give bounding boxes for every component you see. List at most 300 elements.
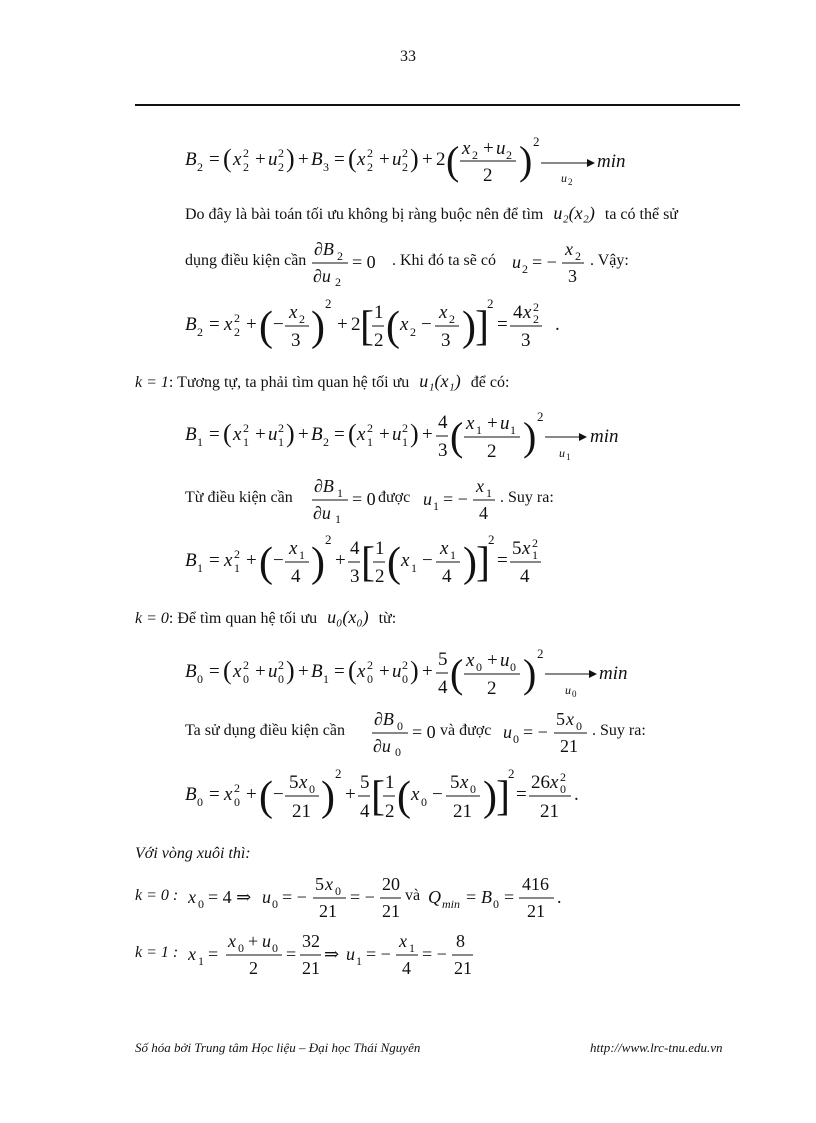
svg-text:x: x [550, 772, 559, 793]
svg-text:4: 4 [479, 503, 488, 523]
svg-text:∂B: ∂B [314, 476, 334, 496]
svg-text:2: 2 [351, 314, 361, 335]
svg-text:+: + [255, 424, 266, 445]
svg-text:4: 4 [350, 538, 360, 559]
svg-text:−: − [422, 550, 433, 571]
svg-text:2: 2 [337, 249, 343, 263]
svg-text:u: u [503, 722, 512, 742]
svg-text:1: 1 [367, 435, 373, 449]
kf1-label: k = 1 : [135, 944, 179, 961]
p6-b: và được [440, 722, 492, 739]
svg-text:1: 1 [402, 435, 408, 449]
svg-text:2: 2 [488, 532, 495, 547]
svg-text:+: + [422, 424, 433, 445]
svg-text:2: 2 [278, 421, 284, 435]
svg-text:u: u [423, 489, 432, 509]
svg-text:21: 21 [302, 958, 320, 978]
svg-text:=: = [334, 661, 345, 682]
svg-text:x: x [233, 661, 242, 682]
svg-text:0: 0 [367, 672, 373, 686]
svg-text:3: 3 [521, 330, 531, 351]
svg-text:0: 0 [197, 672, 203, 686]
svg-text:20: 20 [382, 874, 400, 894]
svg-text:x: x [466, 413, 475, 434]
svg-text:+: + [379, 149, 390, 170]
svg-text:B: B [185, 424, 197, 445]
svg-text:0: 0 [513, 732, 519, 746]
k1-tail: để có: [470, 374, 510, 391]
svg-text:[: [ [361, 540, 375, 586]
svg-text:−: − [273, 550, 284, 571]
svg-text:0: 0 [402, 672, 408, 686]
p4-b: được [378, 489, 411, 506]
svg-text:u: u [496, 138, 506, 159]
kf0-and: và [405, 887, 421, 904]
svg-text:4: 4 [291, 566, 301, 587]
k0-line [135, 607, 396, 628]
svg-text:): ) [410, 656, 419, 685]
svg-text:0: 0 [272, 941, 278, 955]
svg-text:2: 2 [449, 312, 455, 326]
svg-text:.: . [555, 314, 560, 335]
svg-text:0: 0 [335, 884, 341, 898]
svg-text:+: + [246, 314, 257, 335]
svg-text:2: 2 [560, 770, 566, 784]
svg-text:u: u [346, 944, 355, 964]
svg-text:2: 2 [402, 658, 408, 672]
svg-text:u: u [268, 149, 278, 170]
svg-text:(: ( [259, 774, 273, 820]
svg-text:B: B [185, 149, 197, 170]
svg-text:2: 2 [243, 146, 249, 160]
svg-text:0: 0 [576, 719, 582, 733]
svg-text:∂B: ∂B [314, 239, 334, 259]
svg-text:2: 2 [325, 296, 332, 311]
svg-text:26: 26 [531, 772, 550, 793]
svg-text:+: + [255, 661, 266, 682]
svg-text:): ) [483, 774, 497, 820]
svg-text:2: 2 [375, 566, 385, 587]
svg-text:0: 0 [395, 745, 401, 758]
svg-text:∂u: ∂u [373, 736, 391, 756]
svg-text:1: 1 [385, 772, 395, 793]
p2-partial-b2 [310, 236, 390, 288]
svg-text:0: 0 [560, 782, 566, 796]
kf0-label: k = 0 : [135, 887, 179, 904]
svg-text:.: . [574, 784, 579, 805]
svg-text:x: x [233, 149, 242, 170]
svg-text:u: u [500, 650, 510, 671]
svg-text:1: 1 [197, 561, 203, 575]
svg-text:2: 2 [325, 532, 332, 547]
svg-text:= 0: = 0 [352, 489, 376, 509]
svg-text:=: = [497, 550, 508, 571]
svg-text:.: . [557, 887, 562, 907]
svg-text:(: ( [223, 656, 232, 685]
svg-text:2: 2 [483, 165, 493, 186]
page-number: 33 [400, 48, 416, 65]
svg-text:+: + [422, 661, 433, 682]
svg-text:∂B: ∂B [374, 709, 394, 729]
svg-text:(: ( [259, 304, 273, 350]
svg-text:+: + [298, 424, 309, 445]
svg-text:0: 0 [493, 897, 499, 911]
svg-text:1: 1 [411, 561, 417, 575]
svg-text:0: 0 [234, 795, 240, 809]
svg-text:=: = [209, 424, 220, 445]
svg-text:min: min [442, 897, 460, 911]
svg-text:21: 21 [319, 901, 337, 921]
svg-text:(: ( [450, 651, 464, 696]
svg-text:0: 0 [470, 782, 476, 796]
svg-text:x: x [565, 239, 573, 259]
k1-line [135, 371, 509, 392]
svg-text:21: 21 [453, 801, 472, 822]
svg-text:x: x [357, 149, 366, 170]
svg-text:+: + [337, 314, 348, 335]
svg-text:1: 1 [375, 538, 385, 559]
svg-text:2: 2 [533, 312, 539, 326]
svg-text:1: 1 [299, 548, 305, 562]
svg-text:x: x [411, 784, 420, 805]
p2-u2-solution [512, 236, 592, 288]
svg-text:1: 1 [335, 512, 341, 525]
svg-text:2: 2 [533, 134, 540, 149]
svg-text:2: 2 [537, 646, 544, 661]
svg-text:= −: = − [350, 887, 375, 907]
kf0-qmin [428, 871, 568, 923]
svg-text:x: x [325, 874, 333, 894]
svg-text:(: ( [259, 540, 273, 586]
svg-text:1: 1 [409, 941, 415, 955]
svg-text:1: 1 [323, 672, 329, 686]
svg-text:): ) [523, 414, 537, 459]
svg-text:= −: = − [523, 722, 548, 742]
svg-text:x: x [439, 302, 448, 323]
svg-text:−: − [432, 784, 443, 805]
svg-text:1: 1 [510, 423, 516, 437]
svg-text:): ) [463, 540, 477, 586]
svg-text:0: 0 [272, 897, 278, 911]
svg-text:): ) [410, 144, 419, 173]
svg-text:2: 2 [522, 262, 528, 276]
svg-text:): ) [410, 419, 419, 448]
svg-text:+: + [487, 413, 498, 434]
svg-text:u: u [268, 661, 278, 682]
p1-tail: ta có thể sử [604, 206, 678, 223]
svg-text:x: x [224, 314, 233, 335]
svg-text:=: = [209, 784, 220, 805]
svg-text:+: + [246, 784, 257, 805]
svg-text:2: 2 [568, 177, 573, 187]
svg-text:2: 2 [385, 801, 395, 822]
svg-text:x: x [401, 550, 410, 571]
svg-text:1: 1 [197, 435, 203, 449]
svg-text:0: 0 [278, 672, 284, 686]
svg-text:B: B [311, 661, 323, 682]
svg-text:=: = [504, 887, 515, 907]
p2-a: dụng điều kiện cần [185, 252, 307, 269]
svg-text:+: + [379, 424, 390, 445]
svg-text:u: u [392, 149, 402, 170]
svg-text:=: = [209, 149, 220, 170]
svg-text:): ) [286, 656, 295, 685]
svg-text:B: B [185, 661, 197, 682]
svg-text:1: 1 [566, 452, 571, 462]
svg-text:21: 21 [382, 901, 400, 921]
svg-text:2: 2 [323, 435, 329, 449]
p1-math: u₂(x₂) [553, 203, 595, 223]
svg-text:=: = [516, 784, 527, 805]
svg-text:21: 21 [454, 958, 472, 978]
svg-text:416: 416 [522, 874, 549, 894]
svg-text:): ) [311, 304, 325, 350]
svg-text:B: B [311, 424, 323, 445]
svg-text:x: x [224, 550, 233, 571]
k1-math: u₁(x₁) [419, 371, 461, 391]
svg-text:=: = [209, 661, 220, 682]
svg-text:1: 1 [374, 302, 384, 323]
svg-text:+: + [298, 149, 309, 170]
svg-text:x: x [289, 302, 298, 323]
svg-text:1: 1 [433, 499, 439, 513]
svg-text:21: 21 [560, 736, 578, 756]
svg-text:0: 0 [238, 941, 244, 955]
p4-c: . Suy ra: [500, 489, 554, 506]
svg-text:2: 2 [367, 658, 373, 672]
svg-text:0: 0 [198, 897, 204, 911]
svg-text:3: 3 [438, 440, 448, 461]
svg-text:B: B [185, 784, 197, 805]
svg-text:+: + [246, 550, 257, 571]
svg-text:(: ( [397, 774, 411, 820]
svg-text:+: + [345, 784, 356, 805]
svg-text:+: + [422, 149, 433, 170]
svg-text:1: 1 [278, 435, 284, 449]
svg-text:=: = [208, 944, 219, 964]
svg-text:1: 1 [486, 486, 492, 500]
svg-text:x: x [523, 302, 532, 323]
p4-u1-solution [423, 473, 503, 525]
svg-text:2: 2 [472, 148, 478, 162]
svg-text:min: min [599, 663, 628, 684]
svg-text:2: 2 [278, 160, 284, 174]
svg-text:(: ( [223, 144, 232, 173]
svg-text:5: 5 [289, 772, 299, 793]
svg-text:2: 2 [402, 160, 408, 174]
svg-text:+: + [248, 931, 259, 951]
svg-text:): ) [519, 138, 533, 183]
svg-text:+: + [335, 550, 346, 571]
svg-text:2: 2 [532, 536, 538, 550]
svg-text:1: 1 [198, 954, 204, 968]
formula-b1-definition [185, 404, 635, 466]
svg-text:2: 2 [367, 421, 373, 435]
svg-text:(: ( [446, 138, 460, 183]
svg-text:5: 5 [315, 874, 324, 894]
svg-text:21: 21 [292, 801, 311, 822]
svg-text:2: 2 [537, 409, 544, 424]
svg-text:x: x [476, 476, 484, 496]
svg-text:x: x [289, 538, 298, 559]
svg-text:=: = [497, 314, 508, 335]
svg-text:x: x [566, 709, 574, 729]
svg-text:+: + [298, 661, 309, 682]
svg-text:2: 2 [243, 658, 249, 672]
svg-text:−: − [273, 314, 284, 335]
svg-text:+: + [379, 661, 390, 682]
svg-text:21: 21 [540, 801, 559, 822]
svg-text:2: 2 [278, 658, 284, 672]
svg-text:): ) [311, 540, 325, 586]
svg-text:): ) [286, 144, 295, 173]
svg-text:0: 0 [421, 795, 427, 809]
svg-text:]: ] [496, 774, 510, 820]
k0-text: : Để tìm quan hệ tối ưu [168, 610, 318, 627]
svg-text:x: x [440, 538, 449, 559]
svg-text:3: 3 [568, 266, 577, 286]
svg-text:3: 3 [350, 566, 360, 587]
svg-text:x: x [228, 931, 236, 951]
svg-text:x: x [460, 772, 469, 793]
p2-b: . Khi đó ta sẽ có [392, 252, 496, 269]
svg-text:u: u [262, 887, 271, 907]
formula-b2-result [185, 294, 565, 356]
svg-text:3: 3 [441, 330, 451, 351]
svg-text:): ) [286, 419, 295, 448]
p4-a: Từ điều kiện cần [185, 489, 293, 506]
svg-text:=: = [466, 887, 477, 907]
svg-text:=: = [286, 944, 297, 964]
svg-text:x: x [466, 650, 475, 671]
svg-text:x: x [299, 772, 308, 793]
svg-text:= −: = − [443, 489, 468, 509]
svg-text:∂u: ∂u [313, 503, 331, 523]
svg-text:21: 21 [527, 901, 545, 921]
svg-text:2: 2 [410, 325, 416, 339]
svg-text:−: − [273, 784, 284, 805]
formula-b0-definition [185, 641, 635, 703]
svg-text:=: = [334, 149, 345, 170]
svg-text:2: 2 [197, 325, 203, 339]
svg-text:2: 2 [487, 678, 497, 699]
svg-text:5: 5 [360, 772, 370, 793]
svg-text:): ) [321, 774, 335, 820]
svg-text:]: ] [475, 304, 489, 350]
svg-text:−: − [421, 314, 432, 335]
svg-text:4: 4 [438, 677, 448, 698]
svg-text:4: 4 [513, 302, 523, 323]
header-rule [135, 104, 740, 106]
k1-label: k = 1 [135, 374, 169, 391]
svg-text:x: x [522, 538, 531, 559]
svg-text:+: + [255, 149, 266, 170]
svg-text:1: 1 [450, 548, 456, 562]
svg-text:x: x [399, 931, 407, 951]
svg-text:x: x [233, 424, 242, 445]
svg-text:x: x [188, 887, 196, 907]
footer-credit: Số hóa bởi Trung tâm Học liệu – Đại học Thái Nguyên [135, 1040, 421, 1055]
svg-text:x: x [462, 138, 471, 159]
svg-text:]: ] [476, 540, 490, 586]
paragraph-unconstrained [185, 203, 678, 224]
p1-text: Do đây là bài toán tối ưu không bị ràng buộc nên để tìm [185, 206, 544, 223]
svg-text:0: 0 [309, 782, 315, 796]
svg-text:2: 2 [487, 296, 494, 311]
svg-text:u: u [392, 424, 402, 445]
svg-text:u: u [512, 252, 521, 272]
footer-url[interactable]: http://www.lrc-tnu.edu.vn [590, 1040, 723, 1055]
svg-text:x: x [224, 784, 233, 805]
forward-pass-heading: Với vòng xuôi thì: [135, 845, 251, 862]
svg-text:0: 0 [476, 660, 482, 674]
svg-text:32: 32 [302, 931, 320, 951]
svg-text:1: 1 [243, 435, 249, 449]
svg-text:2: 2 [506, 148, 512, 162]
svg-text:2: 2 [533, 300, 539, 314]
svg-text:4: 4 [520, 566, 530, 587]
svg-text:2: 2 [197, 160, 203, 174]
svg-text:2: 2 [367, 160, 373, 174]
svg-text:=: = [209, 550, 220, 571]
svg-text:B: B [311, 149, 323, 170]
formula-b2-definition [185, 132, 645, 190]
svg-text:1: 1 [356, 954, 362, 968]
svg-text:u: u [268, 424, 278, 445]
svg-text:4: 4 [360, 801, 370, 822]
k0-label: k = 0 [135, 610, 169, 627]
svg-text:(: ( [386, 304, 400, 350]
svg-text:2: 2 [278, 146, 284, 160]
svg-text:5: 5 [512, 538, 522, 559]
p2-c: . Vậy: [590, 252, 629, 269]
svg-text:B: B [481, 887, 492, 907]
svg-text:= −: = − [366, 944, 391, 964]
svg-text:2: 2 [436, 149, 446, 170]
svg-text:): ) [462, 304, 476, 350]
svg-text:5: 5 [438, 649, 448, 670]
svg-text:= 4 ⇒: = 4 ⇒ [208, 887, 252, 907]
svg-text:(: ( [450, 414, 464, 459]
svg-text:(: ( [387, 540, 401, 586]
svg-text:): ) [523, 651, 537, 696]
svg-text:1: 1 [234, 561, 240, 575]
svg-text:∂u: ∂u [313, 266, 331, 286]
svg-text:1: 1 [337, 486, 343, 500]
svg-text:u: u [565, 683, 571, 697]
svg-text:= 0: = 0 [412, 722, 436, 742]
svg-text:x: x [400, 314, 409, 335]
svg-text:(: ( [348, 144, 357, 173]
svg-text:= −: = − [532, 252, 557, 272]
svg-text:4: 4 [402, 958, 411, 978]
p6-partial-b0 [370, 706, 450, 758]
k0-tail: từ: [378, 610, 397, 627]
p6-c: . Suy ra: [592, 722, 646, 739]
svg-text:4: 4 [438, 412, 448, 433]
svg-text:2: 2 [487, 441, 497, 462]
svg-text:2: 2 [234, 311, 240, 325]
svg-text:+: + [483, 138, 494, 159]
p6-a: Ta sử dụng điều kiện cần [185, 722, 345, 739]
svg-text:u: u [262, 931, 271, 951]
svg-text:2: 2 [508, 766, 515, 781]
svg-text:x: x [188, 944, 196, 964]
svg-text:(: ( [223, 419, 232, 448]
svg-text:0: 0 [197, 795, 203, 809]
svg-text:u: u [559, 446, 565, 460]
formula-b1-result [185, 530, 545, 592]
